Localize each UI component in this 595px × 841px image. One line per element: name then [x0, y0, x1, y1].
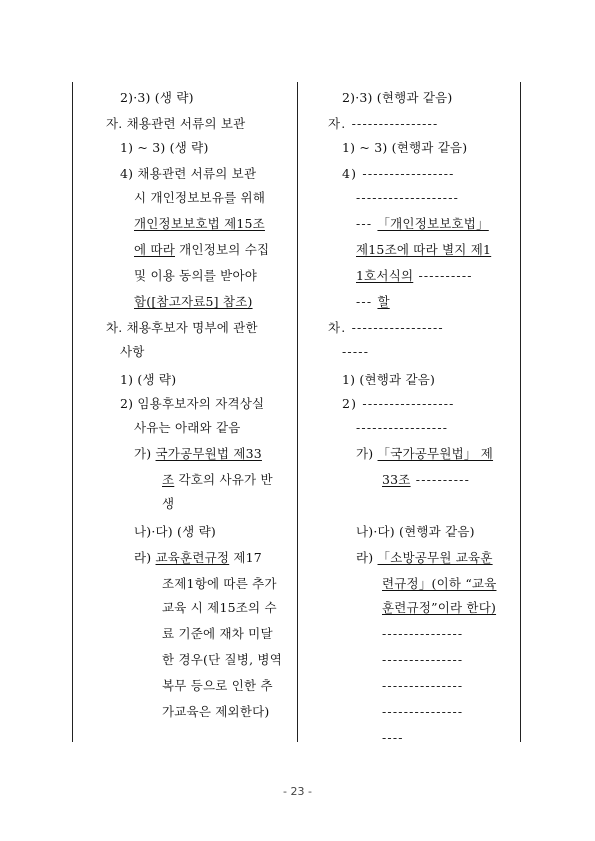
left-line: 가교육은 제외한다) — [162, 704, 270, 719]
right-line: --------------- — [382, 626, 464, 641]
right-line: 1호서식의 ---------- — [356, 268, 473, 283]
left-line: 및 이용 동의를 받아야 — [134, 268, 257, 283]
right-line: 1) ~ 3) (현행과 같음) — [342, 140, 468, 155]
right-line: 련규정」(이하 “교육 — [382, 576, 497, 591]
left-line: 사항 — [120, 344, 145, 359]
right-line: 나)·다) (현행과 같음) — [356, 524, 475, 539]
left-line: 시 개인정보보유를 위해 — [134, 190, 266, 205]
left-line: 1) (생 략) — [120, 372, 177, 387]
left-line: 생 — [162, 496, 175, 511]
left-line: 2)·3) (생 략) — [120, 90, 194, 105]
right-line: ---- — [382, 730, 404, 745]
left-line: 조 각호의 사유가 반 — [162, 472, 273, 487]
left-line: 4) 채용관련 서류의 보관 — [120, 166, 257, 181]
right-line: --- 「개인정보보호법」 — [356, 216, 489, 231]
right-line: 1) (현행과 같음) — [342, 372, 436, 387]
right-line: 훈련규정”이라 한다) — [382, 600, 497, 615]
left-line: 개인정보보호법 제15조 — [134, 216, 265, 231]
right-line: 자. ---------------- — [328, 116, 439, 131]
right-line: 가) 「국가공무원법」 제 — [356, 446, 494, 461]
comparison-table — [72, 82, 521, 745]
left-line: 라) 교육훈련규정 제17 — [134, 550, 262, 565]
left-line: 2) 임용후보자의 자격상실 — [120, 396, 265, 411]
left-line: 교육 시 제15조의 수 — [162, 600, 277, 615]
left-line: 에 따라 개인정보의 수집 — [134, 242, 270, 257]
left-line: 함([참고자료5] 참조) — [134, 294, 253, 309]
left-line: 가) 국가공무원법 제33 — [134, 446, 262, 461]
left-line: 차. 채용후보자 명부에 관한 — [106, 320, 258, 335]
right-line: --- 할 — [356, 294, 390, 309]
right-line: 4) ----------------- — [342, 166, 455, 181]
left-line: 한 경우(단 질병, 병역 — [162, 652, 282, 667]
current-rules-column — [72, 82, 297, 742]
right-line: 33조 ---------- — [382, 472, 471, 487]
right-line: 2)·3) (현행과 같음) — [342, 90, 453, 105]
left-line: 자. 채용관련 서류의 보관 — [106, 116, 246, 131]
left-line: 나)·다) (생 략) — [134, 524, 216, 539]
revised-rules-column — [298, 82, 520, 745]
right-line: ----- — [342, 344, 370, 359]
page-number: - 23 - — [283, 785, 312, 798]
right-line: --------------- — [382, 678, 464, 693]
left-line: 료 기준에 재차 미달 — [162, 626, 273, 641]
right-line: 제15조에 따라 별지 제1 — [356, 242, 492, 257]
right-line: --------------- — [382, 704, 464, 719]
right-line: 라) 「소방공무원 교육훈 — [356, 550, 493, 565]
right-line: 2) ----------------- — [342, 396, 455, 411]
right-line: 차. ----------------- — [328, 320, 444, 335]
left-line: 1) ~ 3) (생 략) — [120, 140, 209, 155]
right-line: ------------------- — [356, 190, 460, 205]
right-line: --------------- — [382, 652, 464, 667]
table-right-border — [520, 82, 521, 742]
left-line: 사유는 아래와 같음 — [134, 420, 241, 435]
left-line: 조제1항에 따른 추가 — [162, 576, 277, 591]
right-line: ----------------- — [356, 420, 449, 435]
left-line: 복무 등으로 인한 추 — [162, 678, 273, 693]
